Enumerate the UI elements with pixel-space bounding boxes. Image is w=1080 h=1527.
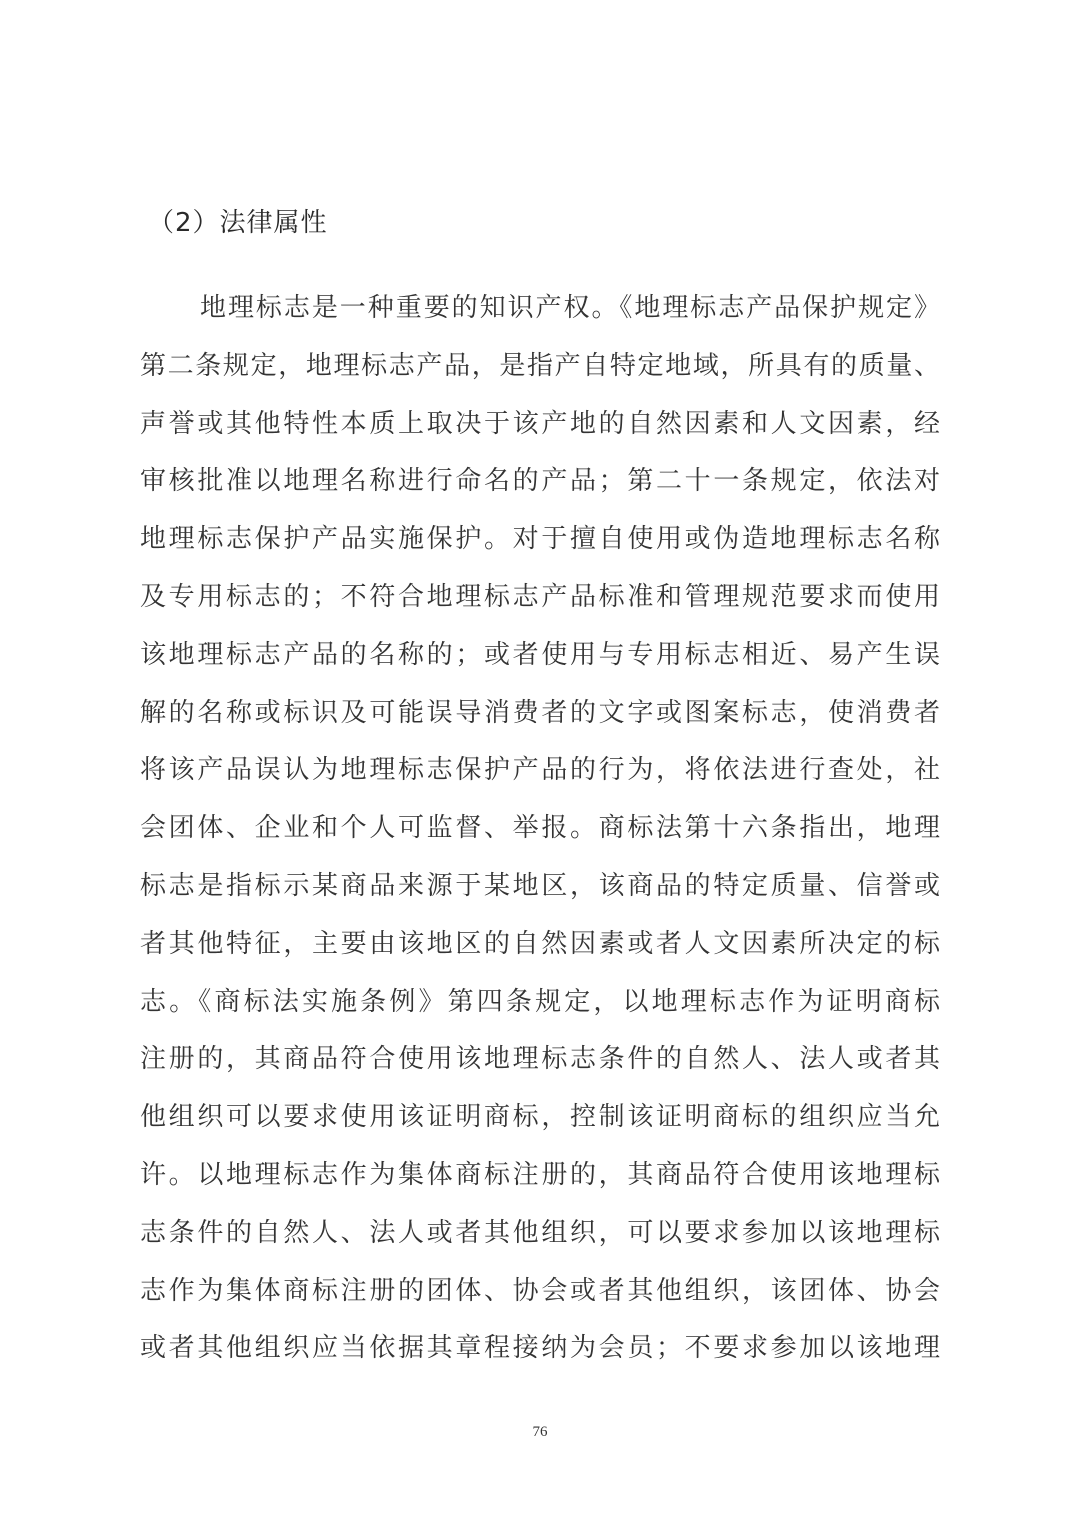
paragraph-line: 声誉或其他特性本质上取决于该产地的自然因素和人文因素，经 [140, 408, 940, 439]
paragraph-line: 及专用标志的；不符合地理标志产品标准和管理规范要求而使用 [140, 581, 940, 612]
paragraph-line: 第二条规定，地理标志产品，是指产自特定地域，所具有的质量、 [140, 350, 940, 381]
paragraph-line: 他组织可以要求使用该证明商标，控制该证明商标的组织应当允 [140, 1102, 940, 1133]
body-paragraph [140, 280, 940, 1378]
paragraph-line: 许。以地理标志作为集体商标注册的，其商品符合使用该地理标 [140, 1159, 940, 1190]
paragraph-line: 地理标志保护产品实施保护。对于擅自使用或伪造地理标志名称 [140, 524, 940, 555]
paragraph-line: 会团体、企业和个人可监督、举报。商标法第十六条指出，地理 [140, 813, 940, 844]
paragraph-line: 标志是指标示某商品来源于某地区，该商品的特定质量、信誉或 [140, 870, 940, 901]
paragraph-line: 解的名称或标识及可能误导消费者的文字或图案标志，使消费者 [140, 697, 940, 728]
paragraph-line: 志作为集体商标注册的团体、协会或者其他组织，该团体、协会 [140, 1275, 940, 1306]
paragraph-line: 志。《商标法实施条例》第四条规定，以地理标志作为证明商标 [140, 986, 940, 1017]
paragraph-line: 志条件的自然人、法人或者其他组织，可以要求参加以该地理标 [140, 1217, 940, 1248]
page-number: 76 [532, 1424, 548, 1440]
paragraph-line: 注册的，其商品符合使用该地理标志条件的自然人、法人或者其 [140, 1044, 940, 1075]
section-heading: （2）法律属性 [148, 208, 328, 238]
paragraph-line: 该地理标志产品的名称的；或者使用与专用标志相近、易产生误 [140, 639, 940, 670]
paragraph-line: 地理标志是一种重要的知识产权。《地理标志产品保护规定》 [200, 293, 940, 323]
paragraph-line: 将该产品误认为地理标志保护产品的行为，将依法进行查处，社 [140, 755, 940, 786]
paragraph-line: 者其他特征，主要由该地区的自然因素或者人文因素所决定的标 [140, 928, 940, 959]
paragraph-line: 或者其他组织应当依据其章程接纳为会员；不要求参加以该地理 [140, 1333, 940, 1364]
paragraph-line: 审核批准以地理名称进行命名的产品；第二十一条规定，依法对 [140, 466, 940, 497]
